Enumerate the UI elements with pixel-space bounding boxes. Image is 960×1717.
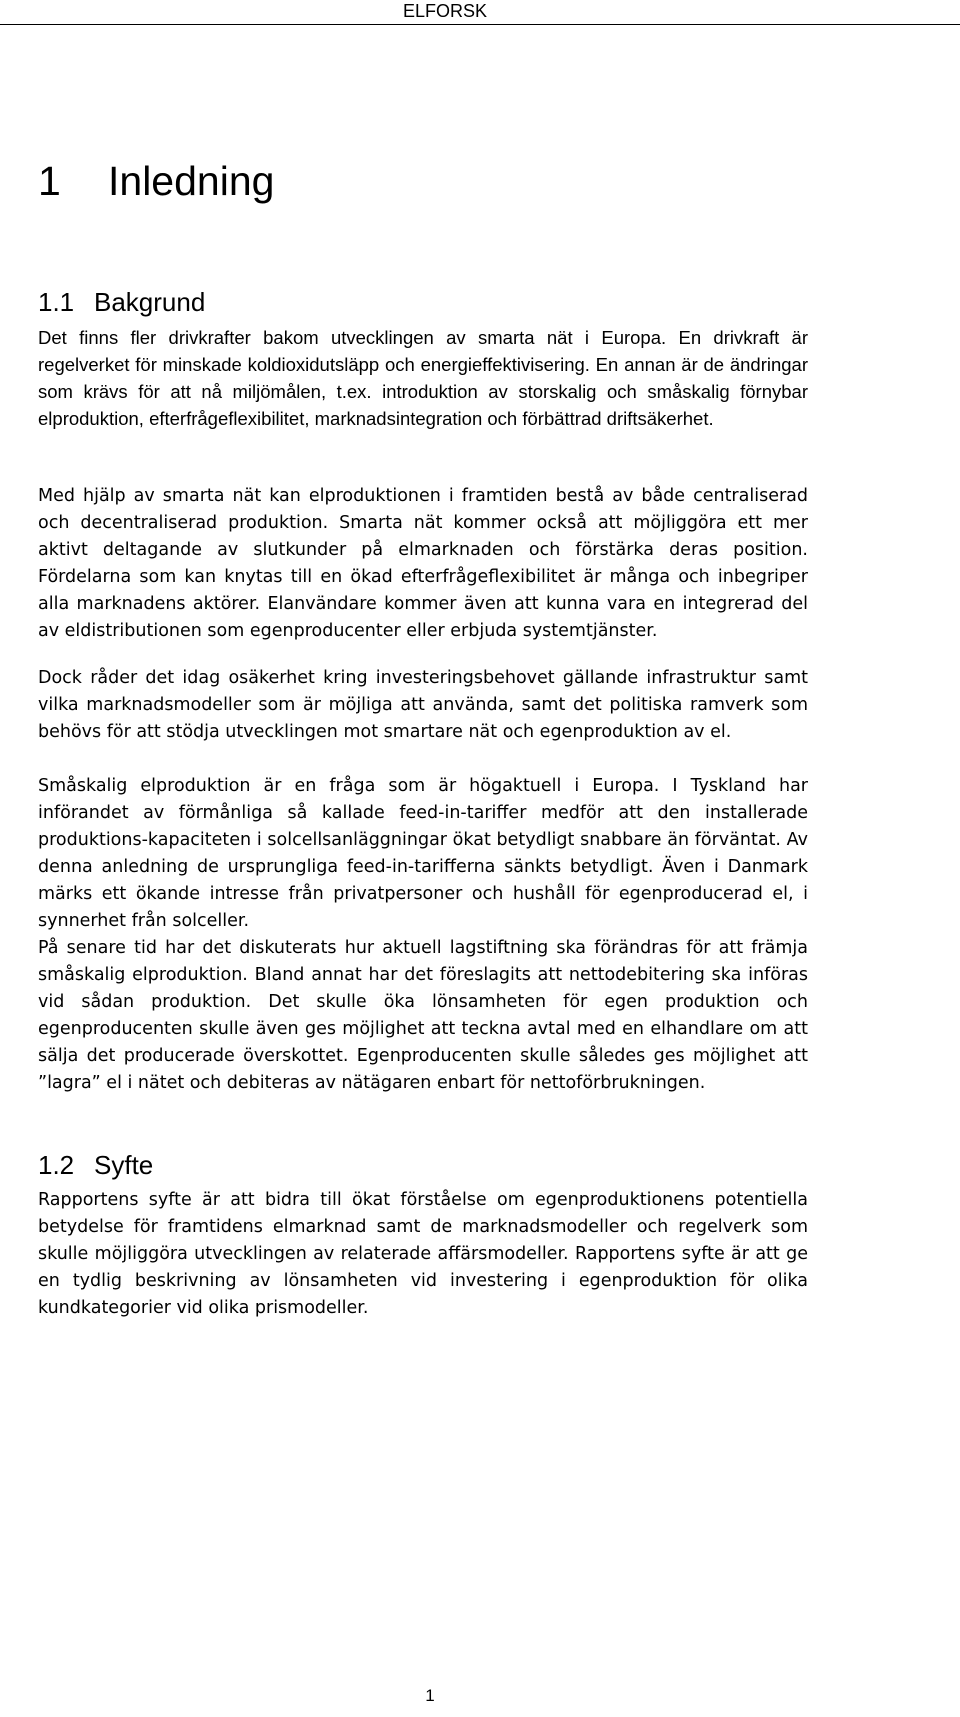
page-header [0, 0, 960, 25]
section-number: 1.2 [38, 1150, 75, 1180]
page-number: 1 [425, 1686, 435, 1705]
section-number: 1.1 [38, 287, 75, 317]
paragraph: Med hjälp av smarta nät kan elproduktionen i framtiden bestå av både centraliserad och decentraliserad produktion. Smarta nät kommer också att möjliggöra ett mer aktivt deltagande av slutkunder på elmarknaden och förstärka deras position. Fördelarna som kan knytas till en ökad efterfrågeflexibilitet är många och inbegriper alla marknadens aktörer. Elanvändare kommer även att kunna vara en integrerad del av eldistributionen som egenproducenter eller erbjuda systemtjänster. [38, 486, 808, 641]
header-title: ELFORSK [402, 1, 487, 21]
paragraph: Rapportens syfte är att bidra till ökat förståelse om egenproduktionens potentiella betydelse för framtidens elmarknad samt de marknadsmodeller och regelverk som skulle möjliggöra utvecklingen av relaterade affärsmodeller. Rapportens syfte är att ge en tydlig beskrivning av lönsamheten vid investering i egenproduktion för olika kundkategorier vid olika prismodeller. [38, 1190, 808, 1318]
chapter-number: 1 [38, 158, 61, 204]
section-title: Syfte [94, 1150, 154, 1180]
paragraph: På senare tid har det diskuterats hur aktuell lagstiftning ska förändras för att främja småskalig elproduktion. Bland annat har det föreslagits att nettodebitering ska införas vid sådan produktion. Det skulle öka lönsamheten för egen produktion och egenproducenten skulle även ges möjlighet att teckna avtal med en elhandlare om att sälja det producerade överskottet. Egenproducenten skulle således ges möjlighet att ”lagra” el i nätet och debiteras av nätägaren enbart för nettoförbrukningen. [38, 938, 808, 1093]
section-heading-bakgrund [38, 286, 205, 318]
paragraph: Det finns fler drivkrafter bakom utvecklingen av smarta nät i Europa. En drivkraft är regelverket för minskade koldioxidutsläpp och energieffektivisering. En annan är de ändringar som krävs för att nå miljömålen, t.ex. introduktion av storskalig och småskalig förnybar elproduktion, efterfrågeflexibilitet, marknadsintegration och förbättrad driftsäkerhet. [38, 327, 808, 429]
chapter-heading [38, 155, 274, 207]
section-title: Bakgrund [94, 287, 206, 317]
paragraph: Småskalig elproduktion är en fråga som är högaktuell i Europa. I Tyskland har införandet av förmånliga så kallade feed-in-tariffer medför att den installerade produktions-kapaciteten i solcellsanläggningar ökat betydligt snabbare än förväntat. Av denna anledning de ursprungliga feed-in-tarifferna sänkts betydligt. Även i Danmark märks ett ökande intresse från privatpersoner och hushåll för egenproducerad el, i synnerhet från solceller. [38, 776, 808, 931]
paragraph: Dock råder det idag osäkerhet kring investeringsbehovet gällande infrastruktur samt vilka marknadsmodeller som är möjliga att använda, samt det politiska ramverk som behövs för att stödja utvecklingen mot smartare nät och egenproduktion av el. [38, 668, 808, 742]
chapter-title: Inledning [108, 158, 275, 204]
section-heading-syfte [38, 1149, 153, 1181]
